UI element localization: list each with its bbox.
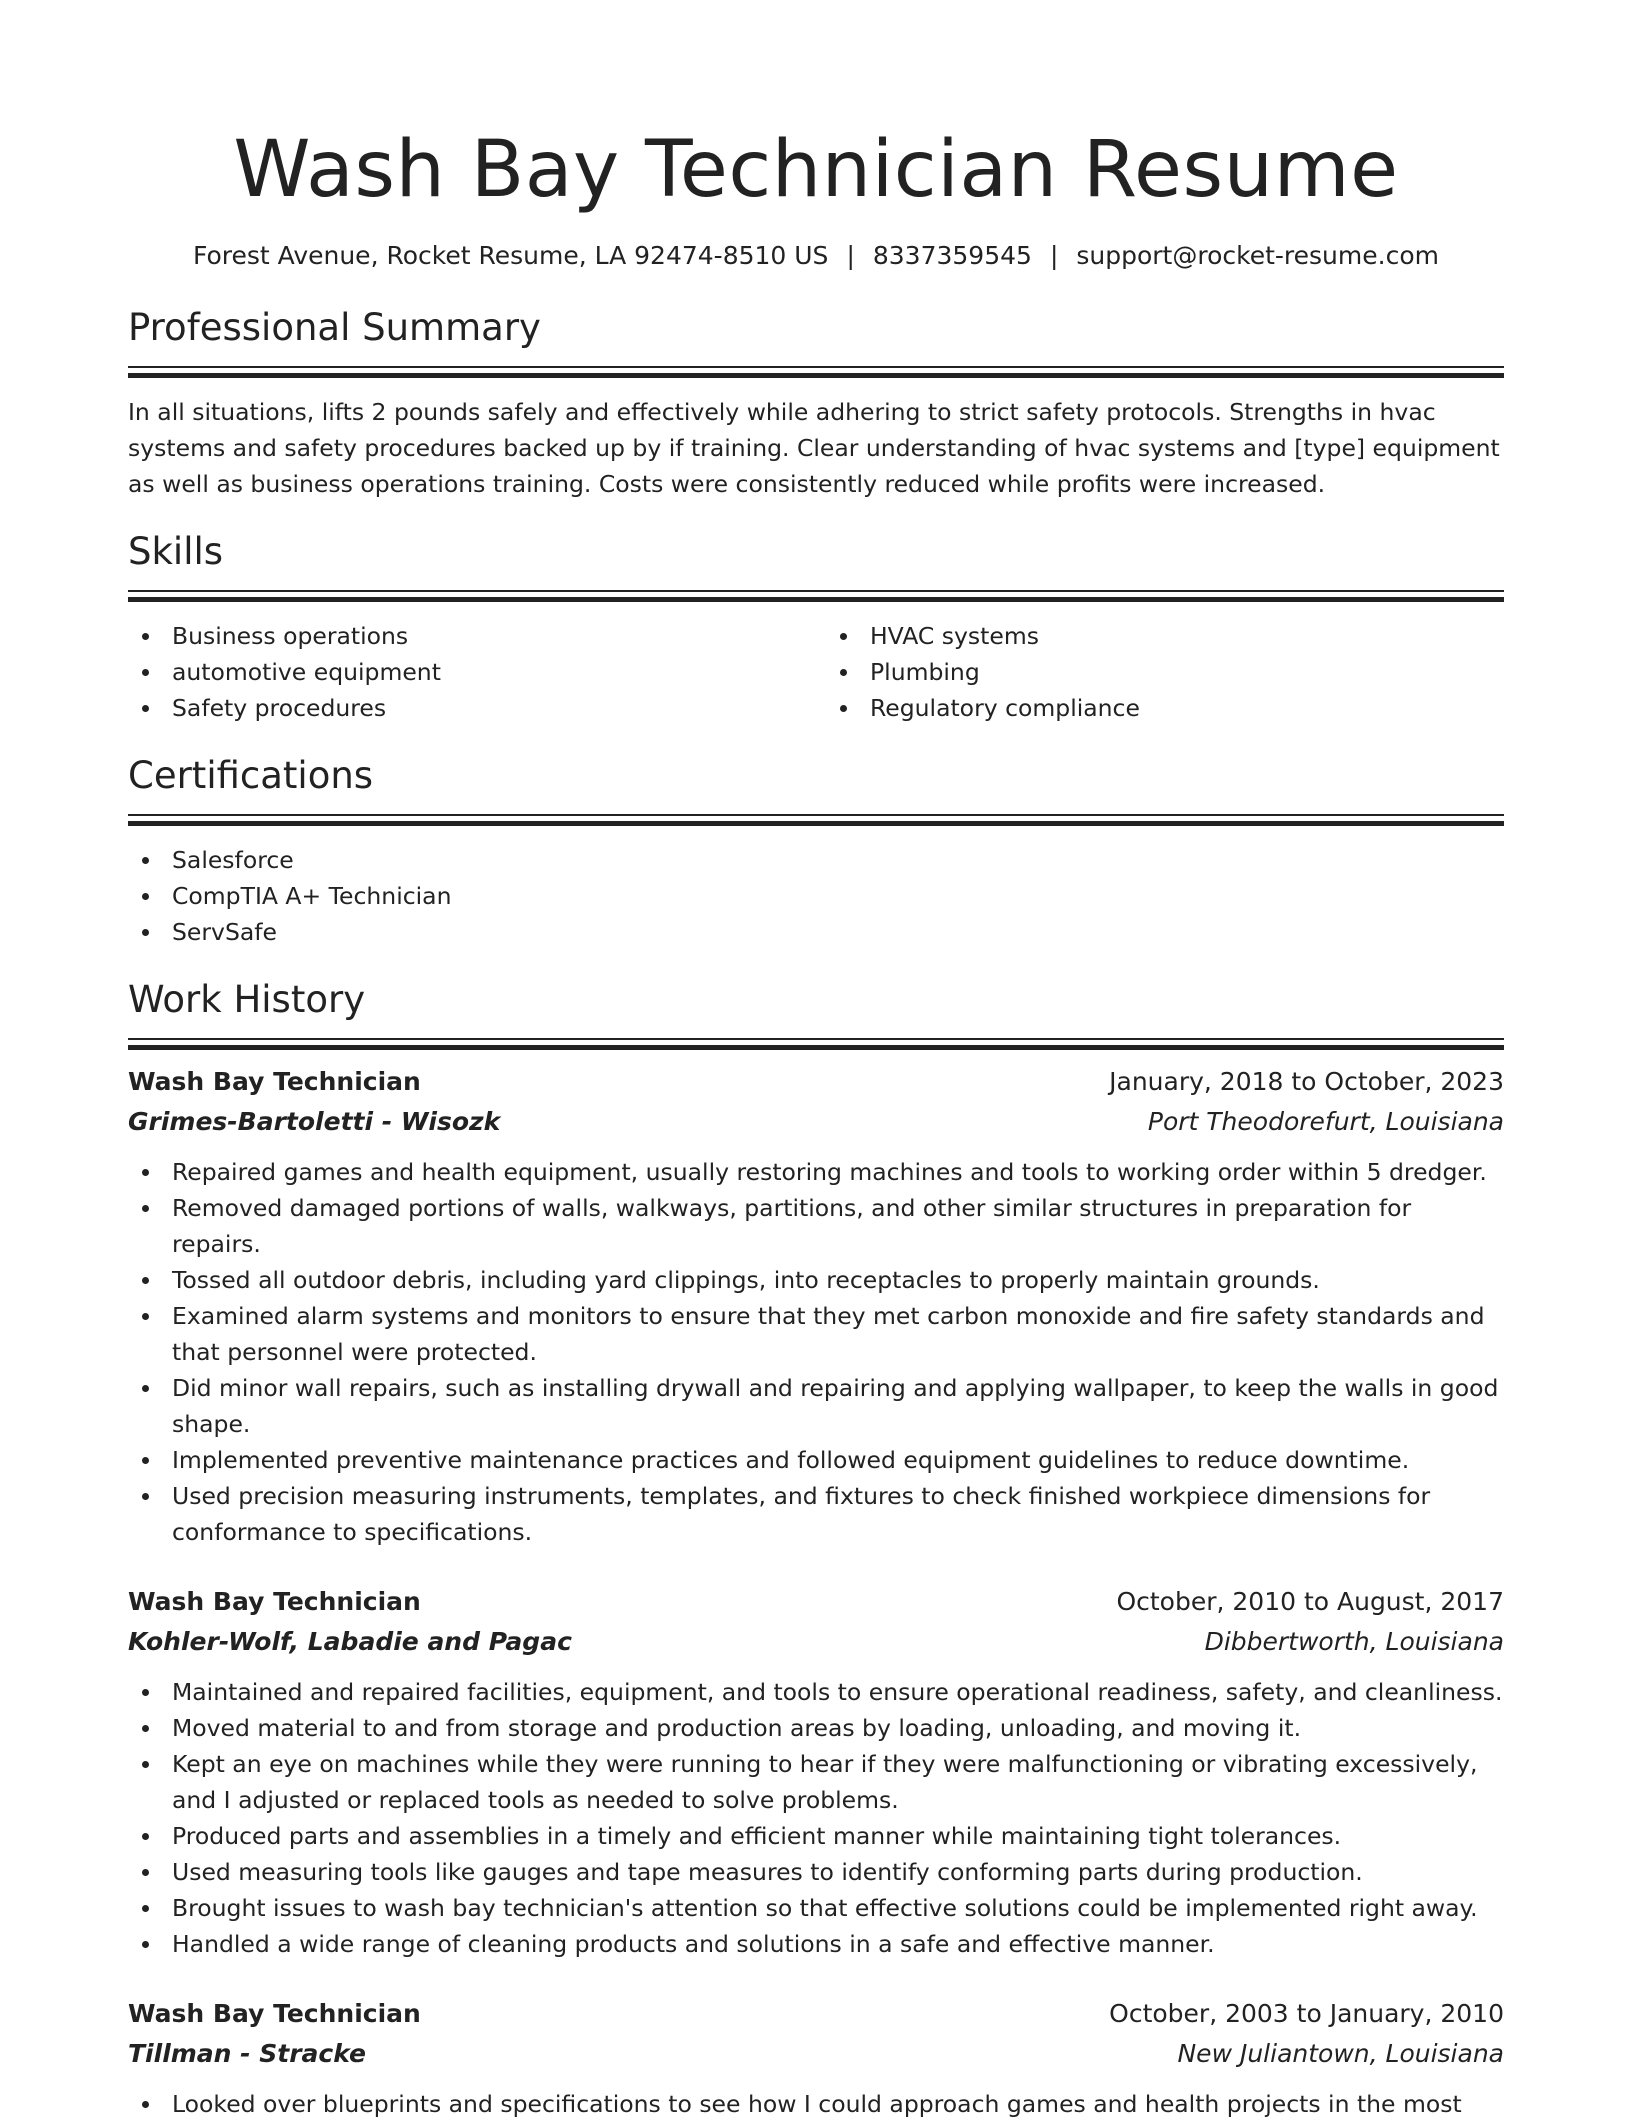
skill-item: HVAC systems xyxy=(826,618,1504,654)
contact-address: Forest Avenue, Rocket Resume, LA 92474-8510 US xyxy=(193,241,829,270)
job-title: Wash Bay Technician xyxy=(128,1999,421,2028)
job-bullet: Kept an eye on machines while they were running to hear if they were malfunctioning or vibrating excessively, and I adjusted or replaced tools as needed to solve problems. xyxy=(128,1746,1504,1818)
job-dates: January, 2018 to October, 2023 xyxy=(1109,1067,1504,1096)
certifications-heading: Certifications xyxy=(128,754,374,797)
certifications-section xyxy=(128,752,1504,950)
contact-separator: | xyxy=(1049,241,1059,270)
job-location: New Juliantown, Louisiana xyxy=(1177,2039,1504,2068)
resume-page xyxy=(128,0,1504,2122)
contact-phone: 8337359545 xyxy=(872,241,1032,270)
job-bullets xyxy=(128,1674,1504,1962)
certification-item: ServSafe xyxy=(128,914,1504,950)
work-history-heading: Work History xyxy=(128,978,366,1021)
section-divider xyxy=(128,814,1504,826)
job-entry xyxy=(128,1994,1504,2122)
job-title: Wash Bay Technician xyxy=(128,1067,421,1096)
skills-grid xyxy=(128,618,1504,726)
work-history-section xyxy=(128,976,1504,2122)
summary-text: In all situations, lifts 2 pounds safely and effectively while adhering to strict safety protocols. Strengths in hvac systems and safety procedures backed up by if training. Clear understanding of hvac systems and [type] equipment as well as business operations training. Costs were consistently reduced while profits were increased. xyxy=(128,398,1500,498)
skills-section xyxy=(128,528,1504,726)
skill-item: Regulatory compliance xyxy=(826,690,1504,726)
job-bullet: Repaired games and health equipment, usually restoring machines and tools to working order within 5 dredger. xyxy=(128,1154,1504,1190)
section-divider xyxy=(128,1038,1504,1050)
job-company: Grimes-Bartoletti - Wisozk xyxy=(128,1107,501,1136)
job-dates: October, 2003 to January, 2010 xyxy=(1109,1999,1504,2028)
job-company-row xyxy=(128,1102,1504,1142)
certification-item: Salesforce xyxy=(128,842,1504,878)
summary-section xyxy=(128,304,1504,502)
skills-list-left xyxy=(128,618,806,726)
job-header-row xyxy=(128,1582,1504,1622)
job-title: Wash Bay Technician xyxy=(128,1587,421,1616)
job-entry xyxy=(128,1582,1504,1962)
resume-title: Wash Bay Technician Resume xyxy=(233,125,1399,215)
job-header-row xyxy=(128,1994,1504,2034)
skills-heading: Skills xyxy=(128,530,224,573)
job-location: Port Theodorefurt, Louisiana xyxy=(1147,1107,1504,1136)
job-bullet: Produced parts and assemblies in a timely and efficient manner while maintaining tight tolerances. xyxy=(128,1818,1504,1854)
job-company: Kohler-Wolf, Labadie and Pagac xyxy=(128,1627,572,1656)
skill-item: Plumbing xyxy=(826,654,1504,690)
job-bullet: Moved material to and from storage and production areas by loading, unloading, and moving it. xyxy=(128,1710,1504,1746)
job-bullet: Maintained and repaired facilities, equipment, and tools to ensure operational readiness, safety, and cleanliness. xyxy=(128,1674,1504,1710)
job-bullets xyxy=(128,1154,1504,1550)
section-divider xyxy=(128,366,1504,378)
contact-email: support@rocket-resume.com xyxy=(1076,241,1439,270)
job-bullets xyxy=(128,2086,1504,2122)
job-bullet: Examined alarm systems and monitors to ensure that they met carbon monoxide and fire safety standards and that personnel were protected. xyxy=(128,1298,1504,1370)
certification-item: CompTIA A+ Technician xyxy=(128,878,1504,914)
job-header-row xyxy=(128,1062,1504,1102)
skills-list-right xyxy=(826,618,1504,726)
job-bullet: Tossed all outdoor debris, including yard clippings, into receptacles to properly maintain grounds. xyxy=(128,1262,1504,1298)
job-bullet: Brought issues to wash bay technician's attention so that effective solutions could be implemented right away. xyxy=(128,1890,1504,1926)
contact-line xyxy=(128,238,1504,274)
job-location: Dibbertworth, Louisiana xyxy=(1204,1627,1504,1656)
job-bullet: Implemented preventive maintenance practices and followed equipment guidelines to reduce downtime. xyxy=(128,1442,1504,1478)
job-bullet: Used measuring tools like gauges and tape measures to identify conforming parts during production. xyxy=(128,1854,1504,1890)
section-divider xyxy=(128,590,1504,602)
job-dates: October, 2010 to August, 2017 xyxy=(1116,1587,1504,1616)
skill-item: automotive equipment xyxy=(128,654,806,690)
job-bullet: Used precision measuring instruments, templates, and fixtures to check finished workpiece dimensions for conformance to specifications. xyxy=(128,1478,1504,1550)
job-bullet: Handled a wide range of cleaning products and solutions in a safe and effective manner. xyxy=(128,1926,1504,1962)
certifications-list xyxy=(128,842,1504,950)
skill-item: Safety procedures xyxy=(128,690,806,726)
job-bullet: Did minor wall repairs, such as installing drywall and repairing and applying wallpaper, to keep the walls in good shape. xyxy=(128,1370,1504,1442)
job-company-row xyxy=(128,2034,1504,2074)
summary-heading: Professional Summary xyxy=(128,306,541,349)
job-entry xyxy=(128,1062,1504,1550)
contact-separator: | xyxy=(846,241,855,270)
job-bullet: Removed damaged portions of walls, walkways, partitions, and other similar structures in preparation for repairs. xyxy=(128,1190,1504,1262)
skill-item: Business operations xyxy=(128,618,806,654)
job-bullet: Looked over blueprints and specifications to see how I could approach games and health projects in the most xyxy=(128,2086,1504,2122)
job-company-row xyxy=(128,1622,1504,1662)
job-company: Tillman - Stracke xyxy=(128,2039,366,2068)
